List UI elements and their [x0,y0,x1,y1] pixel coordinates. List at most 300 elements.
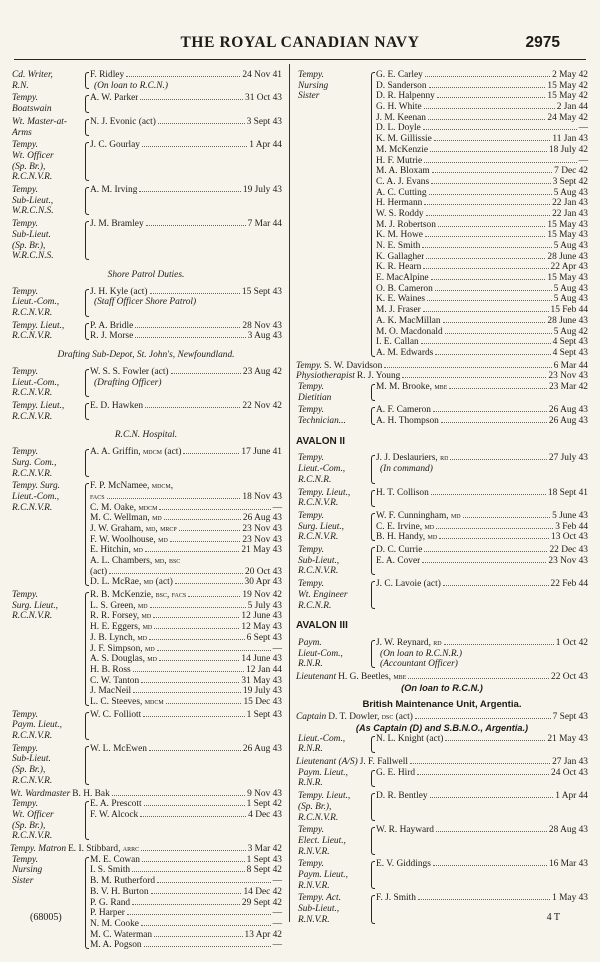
officer-row [376,123,588,134]
seniority-date: 26 Aug 43 [242,513,282,524]
officer-list [376,70,588,359]
brace [368,825,376,857]
seniority-date: 12 June 43 [241,611,282,622]
officer-row [376,327,588,338]
rank-line: R.C.N.V.R. [12,831,53,842]
note-text: (In command) [380,464,433,475]
leader-dots [445,740,545,741]
officer-row [90,611,282,622]
leader-dots [142,861,245,862]
seniority-date: 13 Apr 42 [244,929,282,940]
officer-name: W. F. Cunningham, md [376,510,461,521]
officer-row [90,140,282,151]
seniority-date: 1 May 43 [552,893,588,904]
leader-dots [443,322,546,323]
rank-label [10,855,82,951]
degree-abbrev: md [143,577,154,587]
officer-name: F. W. Alcock [90,809,139,820]
rank-line: R.C.N.V.R. [298,498,339,509]
officer-list [90,117,282,138]
rank-line: Paym. Lieut., [12,720,62,731]
seniority-date: — [272,918,282,929]
officer-row [376,305,588,316]
seniority-date: 12 Jan 44 [246,664,282,675]
degree-abbrev: rd [433,638,442,647]
leader-dots [432,172,553,173]
officer-row [90,481,282,492]
officer-name: B. H. Bak [72,788,110,799]
appointment-note [376,649,588,660]
leader-dots [435,290,552,291]
leader-dots [159,509,270,510]
officer-name: M. A. Bloxam [376,166,430,177]
rank-line: W.R.C.N.S. [12,206,54,217]
seniority-date: 18 July 42 [548,144,588,155]
brace [82,70,90,91]
seniority-date: 27 July 43 [548,453,588,464]
seniority-date: 14 June 43 [241,654,282,665]
rank-label [296,70,368,359]
officer-name: J. C. Gourlay [90,140,140,151]
rank-line: Surg. Lieut., [12,600,59,611]
officer-name: J. F. Simpson, md [90,643,155,654]
officer-row [90,855,282,866]
section-heading: AVALON III [296,620,348,632]
rank-line: R.N.R. [298,778,323,789]
officer-name: W. L. McEwen [90,743,147,754]
officer-row [90,185,282,196]
officer-name: (act) [90,566,108,577]
seniority-date: 15 Dec 43 [243,696,282,707]
seniority-date: 8 Sept 42 [246,865,282,876]
seniority-date: 11 Jan 43 [552,134,588,145]
seniority-date: 24 May 42 [547,112,588,123]
note-text: (Staff Officer Shore Patrol) [94,297,197,308]
leader-dots [149,750,241,751]
officer-name: J. M. Bramley [90,219,144,230]
seniority-date: 9 Nov 43 [247,788,282,799]
leader-dots [141,925,271,926]
officer-name: M. C. Wellman, md [90,513,162,524]
officer-row [376,273,588,284]
rank-line: Paym. [298,638,322,648]
officer-row [90,545,282,556]
rank-label [296,511,368,543]
rank-label [296,488,368,509]
officer-list [376,825,588,857]
degree-abbrev: md [158,534,168,544]
seniority-date: 26 Aug 43 [548,416,588,427]
rank-group [10,321,282,342]
rank-group [10,185,282,217]
officer-row [90,492,282,503]
officer-name: J. J. Deslauriers, rd [376,453,449,464]
officer-list [90,185,282,217]
officer-name: A. A. Griffin, mdcm (act) [90,447,182,458]
leader-dots [133,692,241,693]
leader-dots [145,407,240,408]
rank-group [10,219,282,262]
officer-name: R. B. McKenzie, bsc, facs [90,590,187,601]
rank-line: R.C.N.V.R. [12,388,53,399]
officer-name: D. L. Doyle [376,123,421,134]
seniority-date: 1 Sept 43 [246,709,282,720]
rank-line: Tempy. [298,453,324,464]
officer-row [376,532,588,543]
officer-name: K. M. Howe [376,230,423,241]
seniority-date: 19 July 43 [242,686,282,697]
officer-row [90,524,282,535]
officer-row [376,241,588,252]
officer-row [90,117,282,128]
brace [82,321,90,342]
leader-dots [144,946,271,947]
officer-row [90,321,282,332]
officer-row [10,844,282,855]
column-divider [289,64,290,922]
rank-line: Lieut.-Com., [12,297,60,308]
officer-name: F. P. McNamee, mdcm, [90,481,174,492]
seniority-date: 23 Mar 42 [548,381,588,392]
officer-row [376,382,588,393]
seniority-date: 15 Feb 44 [550,305,588,316]
officer-name: A. C. Cutting [376,187,427,198]
rank-line: Tempy. [12,854,38,865]
officer-row [376,177,588,188]
rank-line: R.N.V.R. [298,846,330,857]
officer-name: M. McKenzie [376,144,429,155]
leader-dots [449,388,547,389]
seniority-date: 28 Aug 43 [548,825,588,836]
officer-row [376,70,588,81]
officer-row [90,70,282,81]
officer-list [90,855,282,951]
officer-row [376,893,588,904]
officer-name: P. A. Bridle [90,320,134,331]
leader-dots [434,140,551,141]
rank-line: Tempy. [298,405,324,416]
officer-row [376,188,588,199]
section-heading: Shore Patrol Duties. [107,269,185,280]
seniority-date: 26 Aug 43 [242,743,282,754]
leader-dots [424,108,555,109]
officer-list [376,488,588,509]
seniority-date: 3 Aug 43 [247,331,282,342]
rank-line: R.C.N.V.R. [12,502,53,513]
brace [368,734,376,755]
officer-row [90,676,282,687]
leader-dots [142,146,247,147]
officer-list [90,140,282,183]
rank-line: Surg. Lieut., [298,521,345,532]
officer-name: R. J. Morse [90,331,134,342]
officer-name: W. S. S. Fowler (act) [90,366,169,377]
leader-dots [427,300,552,301]
officer-name: E. A. Cover [376,555,421,566]
leader-dots [430,151,547,152]
rank-group [296,825,588,857]
leader-dots [433,865,547,866]
seniority-date: 21 May 43 [547,733,588,744]
leader-dots [164,519,241,520]
rank-line: Tempy. Lieut., [12,400,65,411]
rank-line: Surg. Com., [12,457,57,468]
rank-line: Sub-Lieut., [298,555,340,566]
leader-dots [437,97,546,98]
officer-name: B. V. H. Burton [90,886,149,897]
rank-line: Nursing [12,865,43,876]
officer-name: A. S. Douglas, md [90,654,157,665]
officer-list [376,734,588,755]
rank-line: R.C.N.V.R. [298,532,339,543]
note-text: (Accountant Officer) [380,659,458,670]
section-heading: British Maintenance Unit, Argentia. [362,698,522,710]
officer-name: K. R. Hearn [376,262,422,273]
rank-line: Tempy. Act. [298,893,341,904]
seniority-date: 18 Nov 43 [242,491,282,502]
brace [82,117,90,138]
seniority-date: 31 Oct 43 [245,93,282,104]
brace [82,185,90,217]
officer-row [90,401,282,412]
rank-label [10,93,82,114]
officer-row [376,284,588,295]
officer-name: A. F. Cameron [376,405,431,416]
rank-label [296,825,368,857]
officer-name: H. G. Beetles, mbe [338,672,407,683]
seniority-date: 22 Jan 43 [552,198,588,209]
leader-dots [431,494,546,495]
seniority-date: 5 Aug 43 [553,241,588,251]
rank-label: Lieutenant [296,672,337,683]
officer-row [90,556,282,567]
degree-abbrev: mdcm [144,696,164,706]
officer-name: N. E. Smith [376,241,421,251]
officer-row [296,757,588,768]
right-column [296,70,588,928]
officer-row [90,93,282,104]
rank-label: Lieutenant (A/S) [296,757,358,767]
leader-dots [154,936,242,937]
rank-line: R.C.N.R. [298,600,332,611]
officer-list [90,287,282,319]
officer-row [10,789,282,800]
leader-dots [127,914,271,915]
rank-label [296,734,368,755]
degree-abbrev: mrcp [160,523,177,533]
degree-abbrev: facs [171,590,187,600]
officer-list [376,405,588,426]
brace [82,140,90,183]
degree-abbrev: md [145,643,155,653]
rank-line: Wt. Officer [12,150,54,161]
seniority-date: 4 Sept 43 [552,337,588,348]
seniority-date: 5 Aug 43 [553,187,588,198]
seniority-date: 1 Sept 43 [246,854,282,865]
seniority-date: 22 Oct 43 [551,672,588,683]
rank-line: Tempy. [12,743,38,754]
seniority-date: 6 Mar 44 [553,360,588,371]
officer-row [376,348,588,359]
seniority-date: 22 Apr 43 [550,262,588,273]
seniority-date: 31 May 43 [241,675,282,686]
rank-line: Tempy. [12,93,38,104]
officer-name: M. J. Fraser [376,305,421,316]
degree-abbrev: dsc [381,712,394,722]
rank-group [296,893,588,925]
seniority-date: 4 Sept 43 [552,347,588,358]
rank-line: Tempy. [298,510,324,521]
officer-row [376,220,588,231]
brace [368,382,376,403]
degree-abbrev: md [424,521,435,531]
officer-row [90,567,282,578]
degree-abbrev: mdcm [142,447,162,457]
rank-line: Tempy. Lieut., [12,320,65,331]
rank-line: Lieut-Com., [298,648,343,659]
officer-row [376,488,588,499]
officer-name: P. G. Rand [90,897,131,908]
rank-group [10,481,282,588]
officer-name: K. E. Waines [376,294,426,305]
officer-name: M. C. Waterman [90,929,153,940]
officer-list [376,859,588,891]
rank-group [296,859,588,891]
officer-row [90,887,282,898]
leader-dots [443,585,549,586]
section-heading: AVALON II [296,435,346,447]
brace [82,590,90,708]
rank-line: Boatswain [12,104,52,115]
rank-line: Wt. Master-at- [12,116,68,127]
officer-row [90,577,282,588]
rank-line: Tempy. [12,709,38,720]
rank-group [296,638,588,670]
rank-group [296,488,588,509]
rank-line: R.N.V.R. [298,880,330,891]
seniority-date: 3 Sept 43 [246,116,282,127]
officer-row [90,876,282,887]
rank-group [296,70,588,359]
seniority-date: 27 Jan 43 [552,757,588,767]
brace [368,511,376,543]
appointment-note: (On loan to R.C.N.) [401,682,483,693]
officer-row [376,545,588,556]
officer-list [90,219,282,262]
officer-name: M. M. Brooke, mbe [376,381,448,392]
degree-abbrev: mbe [434,381,448,391]
leader-dots [441,422,547,423]
officer-name: A. M. Irving [90,185,138,196]
rank-line: Tempy. [298,545,324,556]
officer-name: C. W. Tanton [90,675,140,686]
officer-list [90,481,282,588]
rank-group [10,70,282,91]
seniority-date: 26 Aug 43 [548,405,588,416]
seniority-date: 20 Oct 43 [245,566,282,577]
officer-name: W. C. Folliott [90,709,142,720]
rank-line: Tempy. [12,590,38,601]
rank-label [296,768,368,789]
rank-label [10,447,82,479]
leader-dots [429,194,552,195]
officer-name: J. W. Graham, md, mrcp [90,523,177,534]
officer-row [376,405,588,416]
officer-row [90,930,282,941]
officer-row [376,316,588,327]
officer-row [376,522,588,533]
rank-line: Cd. Writer, [12,70,53,80]
appointment-note [90,81,282,92]
officer-name: M. O. Macdonald [376,326,443,337]
note-text: (Drafting Officer) [94,377,162,388]
rank-line: Wt. Officer [12,809,54,820]
officer-name: A. K. MacMillan [376,315,441,326]
leader-dots [179,530,241,531]
seniority-date: 22 Nov 42 [242,400,282,411]
officer-row [90,644,282,655]
rank-group [296,511,588,543]
leader-dots [141,850,246,851]
seniority-date: 22 Feb 44 [550,579,588,590]
officer-list [90,590,282,708]
seniority-date: — [272,643,282,654]
officer-name: F. J. Smith [376,893,416,904]
officer-name: I. S. Smith [90,865,131,876]
officer-name: J. F. Fallwell [359,757,408,767]
page-number: 2975 [525,34,560,51]
rank-line: Lieut.-Com., [12,377,60,388]
officer-row [90,601,282,612]
seniority-date: — [272,876,282,887]
rank-label [10,710,82,742]
seniority-date: 5 Aug 43 [553,283,588,294]
leader-dots [107,498,241,499]
rank-label [296,859,368,891]
officer-list [90,321,282,342]
brace [368,488,376,509]
rank-line: R.C.N.V.R. [12,731,53,742]
leader-dots [424,162,577,163]
leader-dots [410,763,550,764]
leader-dots [171,373,241,374]
seniority-date: 15 Sept 43 [241,286,282,297]
degree-abbrev: md [133,545,143,555]
rank-group [296,768,588,789]
rank-group [10,799,282,842]
leader-dots [150,293,240,294]
rank-group [10,744,282,787]
seniority-date: — [272,908,282,919]
brace [82,799,90,842]
brace [82,447,90,479]
leader-dots [408,678,549,679]
officer-name: E. Hitchin, md [90,545,143,556]
officer-name: M. A. Pogson [90,940,142,951]
rank-label [10,401,82,422]
leader-dots [450,459,547,460]
degree-abbrev: md [154,556,165,566]
officer-row [376,145,588,156]
rank-label [10,287,82,319]
leader-dots [444,644,554,645]
officer-row [90,697,282,708]
seniority-date: 19 July 43 [242,185,282,196]
brace [82,367,90,399]
rank-line: R.C.N.V.R. [12,775,53,786]
rank-label [10,219,82,262]
leader-dots [435,354,550,355]
